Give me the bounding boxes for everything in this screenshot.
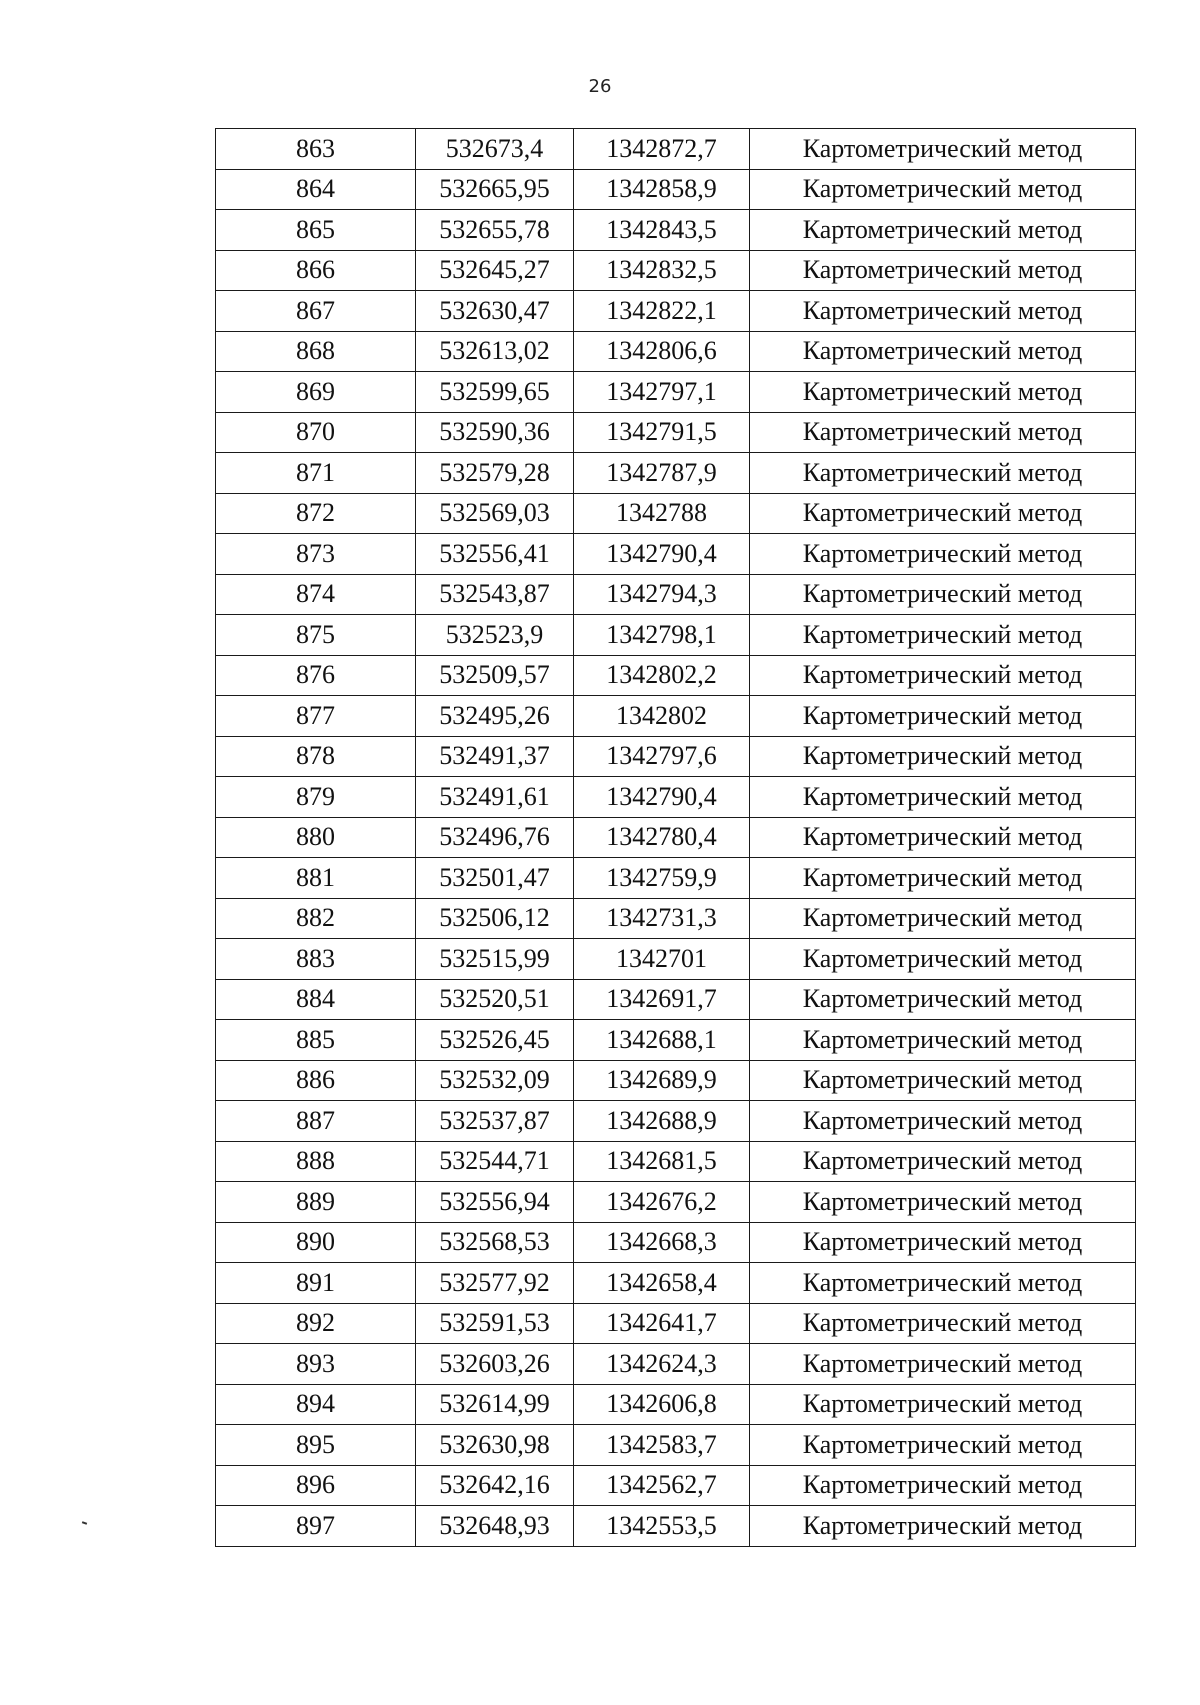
table-row (216, 1465, 1136, 1506)
method-cell: Картометрический метод (750, 412, 1136, 453)
y-coordinate-cell: 1342641,7 (574, 1303, 750, 1344)
y-coordinate-cell: 1342797,1 (574, 372, 750, 413)
table-row (216, 817, 1136, 858)
point-number-cell: 892 (216, 1303, 416, 1344)
x-coordinate-cell: 532544,71 (416, 1141, 574, 1182)
x-coordinate-cell: 532491,37 (416, 736, 574, 777)
y-coordinate-cell: 1342606,8 (574, 1384, 750, 1425)
method-cell: Картометрический метод (750, 291, 1136, 332)
table-row (216, 1344, 1136, 1385)
y-coordinate-cell: 1342688,1 (574, 1020, 750, 1061)
x-coordinate-cell: 532613,02 (416, 331, 574, 372)
x-coordinate-cell: 532491,61 (416, 777, 574, 818)
y-coordinate-cell: 1342701 (574, 939, 750, 980)
y-coordinate-cell: 1342689,9 (574, 1060, 750, 1101)
table-row (216, 1060, 1136, 1101)
y-coordinate-cell: 1342668,3 (574, 1222, 750, 1263)
method-cell: Картометрический метод (750, 1060, 1136, 1101)
point-number-cell: 867 (216, 291, 416, 332)
y-coordinate-cell: 1342790,4 (574, 534, 750, 575)
x-coordinate-cell: 532645,27 (416, 250, 574, 291)
method-cell: Картометрический метод (750, 615, 1136, 656)
table-row (216, 453, 1136, 494)
table-row (216, 331, 1136, 372)
point-number-cell: 873 (216, 534, 416, 575)
point-number-cell: 879 (216, 777, 416, 818)
method-cell: Картометрический метод (750, 210, 1136, 251)
point-number-cell: 885 (216, 1020, 416, 1061)
method-cell: Картометрический метод (750, 1141, 1136, 1182)
method-cell: Картометрический метод (750, 736, 1136, 777)
table-row (216, 858, 1136, 899)
point-number-cell: 883 (216, 939, 416, 980)
x-coordinate-cell: 532642,16 (416, 1465, 574, 1506)
table-row (216, 169, 1136, 210)
y-coordinate-cell: 1342583,7 (574, 1425, 750, 1466)
method-cell: Картометрический метод (750, 129, 1136, 170)
x-coordinate-cell: 532568,53 (416, 1222, 574, 1263)
point-number-cell: 866 (216, 250, 416, 291)
y-coordinate-cell: 1342791,5 (574, 412, 750, 453)
table-row (216, 939, 1136, 980)
x-coordinate-cell: 532495,26 (416, 696, 574, 737)
x-coordinate-cell: 532569,03 (416, 493, 574, 534)
point-number-cell: 884 (216, 979, 416, 1020)
point-number-cell: 882 (216, 898, 416, 939)
table-row (216, 1222, 1136, 1263)
x-coordinate-cell: 532673,4 (416, 129, 574, 170)
method-cell: Картометрический метод (750, 453, 1136, 494)
method-cell: Картометрический метод (750, 493, 1136, 534)
x-coordinate-cell: 532509,57 (416, 655, 574, 696)
x-coordinate-cell: 532556,94 (416, 1182, 574, 1223)
page-number: 26 (588, 76, 612, 97)
point-number-cell: 872 (216, 493, 416, 534)
method-cell: Картометрический метод (750, 979, 1136, 1020)
x-coordinate-cell: 532537,87 (416, 1101, 574, 1142)
scan-speck (82, 1521, 87, 1525)
x-coordinate-cell: 532655,78 (416, 210, 574, 251)
method-cell: Картометрический метод (750, 1465, 1136, 1506)
table-row (216, 615, 1136, 656)
method-cell: Картометрический метод (750, 372, 1136, 413)
y-coordinate-cell: 1342658,4 (574, 1263, 750, 1304)
method-cell: Картометрический метод (750, 696, 1136, 737)
y-coordinate-cell: 1342780,4 (574, 817, 750, 858)
x-coordinate-cell: 532501,47 (416, 858, 574, 899)
x-coordinate-cell: 532648,93 (416, 1506, 574, 1547)
table-row (216, 1384, 1136, 1425)
table-row (216, 898, 1136, 939)
point-number-cell: 871 (216, 453, 416, 494)
table-row (216, 534, 1136, 575)
table-row (216, 736, 1136, 777)
table-row (216, 412, 1136, 453)
y-coordinate-cell: 1342688,9 (574, 1101, 750, 1142)
point-number-cell: 888 (216, 1141, 416, 1182)
point-number-cell: 890 (216, 1222, 416, 1263)
point-number-cell: 891 (216, 1263, 416, 1304)
method-cell: Картометрический метод (750, 1020, 1136, 1061)
y-coordinate-cell: 1342806,6 (574, 331, 750, 372)
method-cell: Картометрический метод (750, 1506, 1136, 1547)
x-coordinate-cell: 532614,99 (416, 1384, 574, 1425)
table-row (216, 1141, 1136, 1182)
method-cell: Картометрический метод (750, 169, 1136, 210)
x-coordinate-cell: 532579,28 (416, 453, 574, 494)
y-coordinate-cell: 1342691,7 (574, 979, 750, 1020)
x-coordinate-cell: 532603,26 (416, 1344, 574, 1385)
coordinates-table-body (216, 129, 1136, 1547)
method-cell: Картометрический метод (750, 898, 1136, 939)
y-coordinate-cell: 1342759,9 (574, 858, 750, 899)
table-row (216, 493, 1136, 534)
point-number-cell: 886 (216, 1060, 416, 1101)
y-coordinate-cell: 1342787,9 (574, 453, 750, 494)
point-number-cell: 874 (216, 574, 416, 615)
point-number-cell: 896 (216, 1465, 416, 1506)
table-row (216, 979, 1136, 1020)
table-row (216, 1182, 1136, 1223)
y-coordinate-cell: 1342858,9 (574, 169, 750, 210)
method-cell: Картометрический метод (750, 655, 1136, 696)
y-coordinate-cell: 1342676,2 (574, 1182, 750, 1223)
table-row (216, 696, 1136, 737)
method-cell: Картометрический метод (750, 1384, 1136, 1425)
method-cell: Картометрический метод (750, 817, 1136, 858)
method-cell: Картометрический метод (750, 939, 1136, 980)
point-number-cell: 880 (216, 817, 416, 858)
x-coordinate-cell: 532496,76 (416, 817, 574, 858)
table-row (216, 250, 1136, 291)
table-row (216, 777, 1136, 818)
y-coordinate-cell: 1342797,6 (574, 736, 750, 777)
method-cell: Картометрический метод (750, 1182, 1136, 1223)
table-row (216, 129, 1136, 170)
method-cell: Картометрический метод (750, 1222, 1136, 1263)
point-number-cell: 893 (216, 1344, 416, 1385)
x-coordinate-cell: 532591,53 (416, 1303, 574, 1344)
x-coordinate-cell: 532526,45 (416, 1020, 574, 1061)
y-coordinate-cell: 1342843,5 (574, 210, 750, 251)
table-row (216, 372, 1136, 413)
x-coordinate-cell: 532515,99 (416, 939, 574, 980)
point-number-cell: 876 (216, 655, 416, 696)
method-cell: Картометрический метод (750, 534, 1136, 575)
y-coordinate-cell: 1342802 (574, 696, 750, 737)
x-coordinate-cell: 532506,12 (416, 898, 574, 939)
method-cell: Картометрический метод (750, 858, 1136, 899)
y-coordinate-cell: 1342562,7 (574, 1465, 750, 1506)
method-cell: Картометрический метод (750, 331, 1136, 372)
y-coordinate-cell: 1342788 (574, 493, 750, 534)
method-cell: Картометрический метод (750, 1425, 1136, 1466)
y-coordinate-cell: 1342872,7 (574, 129, 750, 170)
point-number-cell: 878 (216, 736, 416, 777)
x-coordinate-cell: 532577,92 (416, 1263, 574, 1304)
y-coordinate-cell: 1342822,1 (574, 291, 750, 332)
table-row (216, 655, 1136, 696)
y-coordinate-cell: 1342553,5 (574, 1506, 750, 1547)
point-number-cell: 875 (216, 615, 416, 656)
point-number-cell: 863 (216, 129, 416, 170)
method-cell: Картометрический метод (750, 777, 1136, 818)
point-number-cell: 897 (216, 1506, 416, 1547)
point-number-cell: 889 (216, 1182, 416, 1223)
y-coordinate-cell: 1342802,2 (574, 655, 750, 696)
point-number-cell: 877 (216, 696, 416, 737)
table-row (216, 1101, 1136, 1142)
x-coordinate-cell: 532556,41 (416, 534, 574, 575)
method-cell: Картометрический метод (750, 574, 1136, 615)
y-coordinate-cell: 1342790,4 (574, 777, 750, 818)
method-cell: Картометрический метод (750, 1101, 1136, 1142)
point-number-cell: 869 (216, 372, 416, 413)
x-coordinate-cell: 532543,87 (416, 574, 574, 615)
y-coordinate-cell: 1342798,1 (574, 615, 750, 656)
table-row (216, 1263, 1136, 1304)
x-coordinate-cell: 532523,9 (416, 615, 574, 656)
x-coordinate-cell: 532590,36 (416, 412, 574, 453)
table-row (216, 574, 1136, 615)
table-row (216, 210, 1136, 251)
point-number-cell: 868 (216, 331, 416, 372)
point-number-cell: 870 (216, 412, 416, 453)
y-coordinate-cell: 1342681,5 (574, 1141, 750, 1182)
point-number-cell: 881 (216, 858, 416, 899)
point-number-cell: 864 (216, 169, 416, 210)
x-coordinate-cell: 532520,51 (416, 979, 574, 1020)
table-row (216, 1506, 1136, 1547)
method-cell: Картометрический метод (750, 1344, 1136, 1385)
x-coordinate-cell: 532532,09 (416, 1060, 574, 1101)
y-coordinate-cell: 1342731,3 (574, 898, 750, 939)
table-row (216, 1303, 1136, 1344)
table-row (216, 1020, 1136, 1061)
y-coordinate-cell: 1342794,3 (574, 574, 750, 615)
x-coordinate-cell: 532599,65 (416, 372, 574, 413)
point-number-cell: 865 (216, 210, 416, 251)
x-coordinate-cell: 532665,95 (416, 169, 574, 210)
y-coordinate-cell: 1342624,3 (574, 1344, 750, 1385)
method-cell: Картометрический метод (750, 250, 1136, 291)
method-cell: Картометрический метод (750, 1263, 1136, 1304)
x-coordinate-cell: 532630,98 (416, 1425, 574, 1466)
table-row (216, 1425, 1136, 1466)
x-coordinate-cell: 532630,47 (416, 291, 574, 332)
y-coordinate-cell: 1342832,5 (574, 250, 750, 291)
point-number-cell: 895 (216, 1425, 416, 1466)
point-number-cell: 887 (216, 1101, 416, 1142)
table-row (216, 291, 1136, 332)
point-number-cell: 894 (216, 1384, 416, 1425)
method-cell: Картометрический метод (750, 1303, 1136, 1344)
coordinates-table (215, 128, 1136, 1547)
